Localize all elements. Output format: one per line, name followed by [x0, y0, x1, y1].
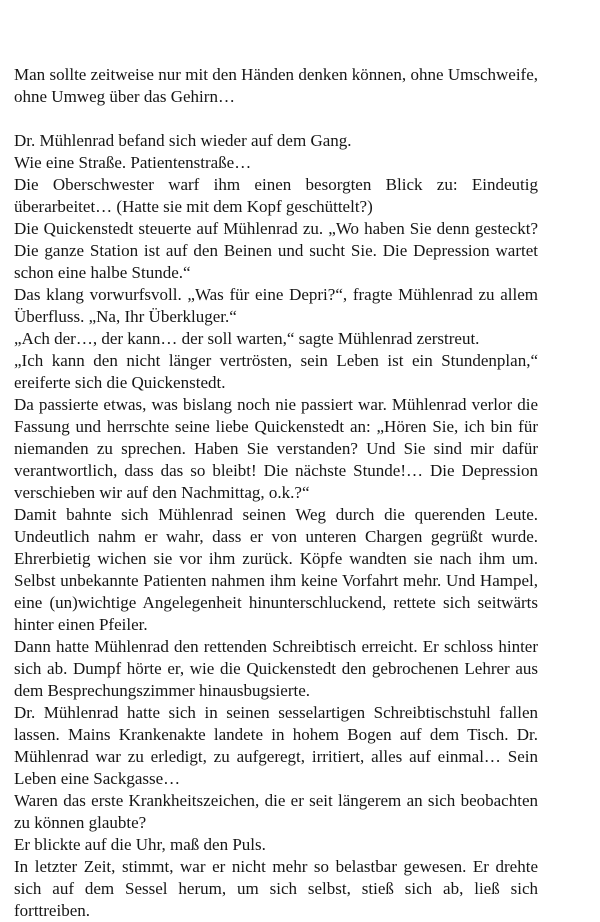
- paragraph: Dann hatte Mühlenrad den rettenden Schreibtisch erreicht. Er schloss hinter sich ab. Dumpf hörte er, wie die Quickenstedt den gebrochenen Lehrer aus dem Besprechungszimmer hinausbugsierte.: [14, 637, 538, 700]
- paragraph: In letzter Zeit, stimmt, war er nicht mehr so belastbar gewesen. Er drehte sich auf dem Sessel herum, um sich selbst, stieß sich ab, ließ sich forttreiben.: [14, 857, 538, 920]
- paragraph: Er blickte auf die Uhr, maß den Puls.: [14, 835, 266, 854]
- paragraph: Die Quickenstedt steuerte auf Mühlenrad zu. „Wo haben Sie denn gesteckt? Die ganze Station ist auf den Beinen und sucht Sie. Die Depression wartet schon eine halbe Stunde.“: [14, 219, 538, 282]
- paragraph: Damit bahnte sich Mühlenrad seinen Weg durch die querenden Leute. Undeutlich nahm er wahr, dass er von unteren Chargen gegrüßt wurde. Ehrerbietig wichen sie vor ihm zurück. Köpfe wandten sie nach ihm um. Selbst unbekannte Patienten nahmen ihm keine Vorfahrt mehr. Und Hampel, eine (un)wichtige Angelegenheit hinunterschluckend, rettete sich seitwärts hinter einen Pfeiler.: [14, 505, 538, 634]
- paragraph: Die Oberschwester warf ihm einen besorgten Blick zu: Eindeutig überarbeitet… (Hatte sie mit dem Kopf geschüttelt?): [14, 175, 538, 216]
- paragraph: Man sollte zeitweise nur mit den Händen denken können, ohne Umschweife, ohne Umweg über das Gehirn…: [14, 65, 538, 106]
- paragraph: Dr. Mühlenrad befand sich wieder auf dem Gang.: [14, 131, 352, 150]
- paragraph: Wie eine Straße. Patientenstraße…: [14, 153, 252, 172]
- paragraph: Waren das erste Krankheitszeichen, die er seit längerem an sich beobachten zu können glaubte?: [14, 791, 538, 832]
- paragraph: Da passierte etwas, was bislang noch nie passiert war. Mühlenrad verlor die Fassung und herrschte seine liebe Quickenstedt an: „Hören Sie, ich bin für niemanden zu sprechen. Haben Sie verstanden? Und Sie sind mir dafür verantwortlich, dass das so bleibt! Die nächste Stunde!… Die Depression verschieben wir auf den Nachmittag, o.k.?“: [14, 395, 538, 502]
- paragraph: Dr. Mühlenrad hatte sich in seinen sesselartigen Schreibtischstuhl fallen lassen. Mains Krankenakte landete in hohem Bogen auf dem Tisch. Dr. Mühlenrad war zu erledigt, zu aufgeregt, irritiert, alles auf einmal… Sein Leben eine Sackgasse…: [14, 703, 538, 788]
- paragraph: „Ach der…, der kann… der soll warten,“ sagte Mühlenrad zerstreut.: [14, 329, 480, 348]
- paragraph: Das klang vorwurfsvoll. „Was für eine Depri?“, fragte Mühlenrad zu allem Überfluss. „Na, Ihr Überkluger.“: [14, 285, 538, 326]
- paragraph: „Ich kann den nicht länger vertrösten, sein Leben ist ein Stundenplan,“ ereiferte sich die Quickenstedt.: [14, 351, 538, 392]
